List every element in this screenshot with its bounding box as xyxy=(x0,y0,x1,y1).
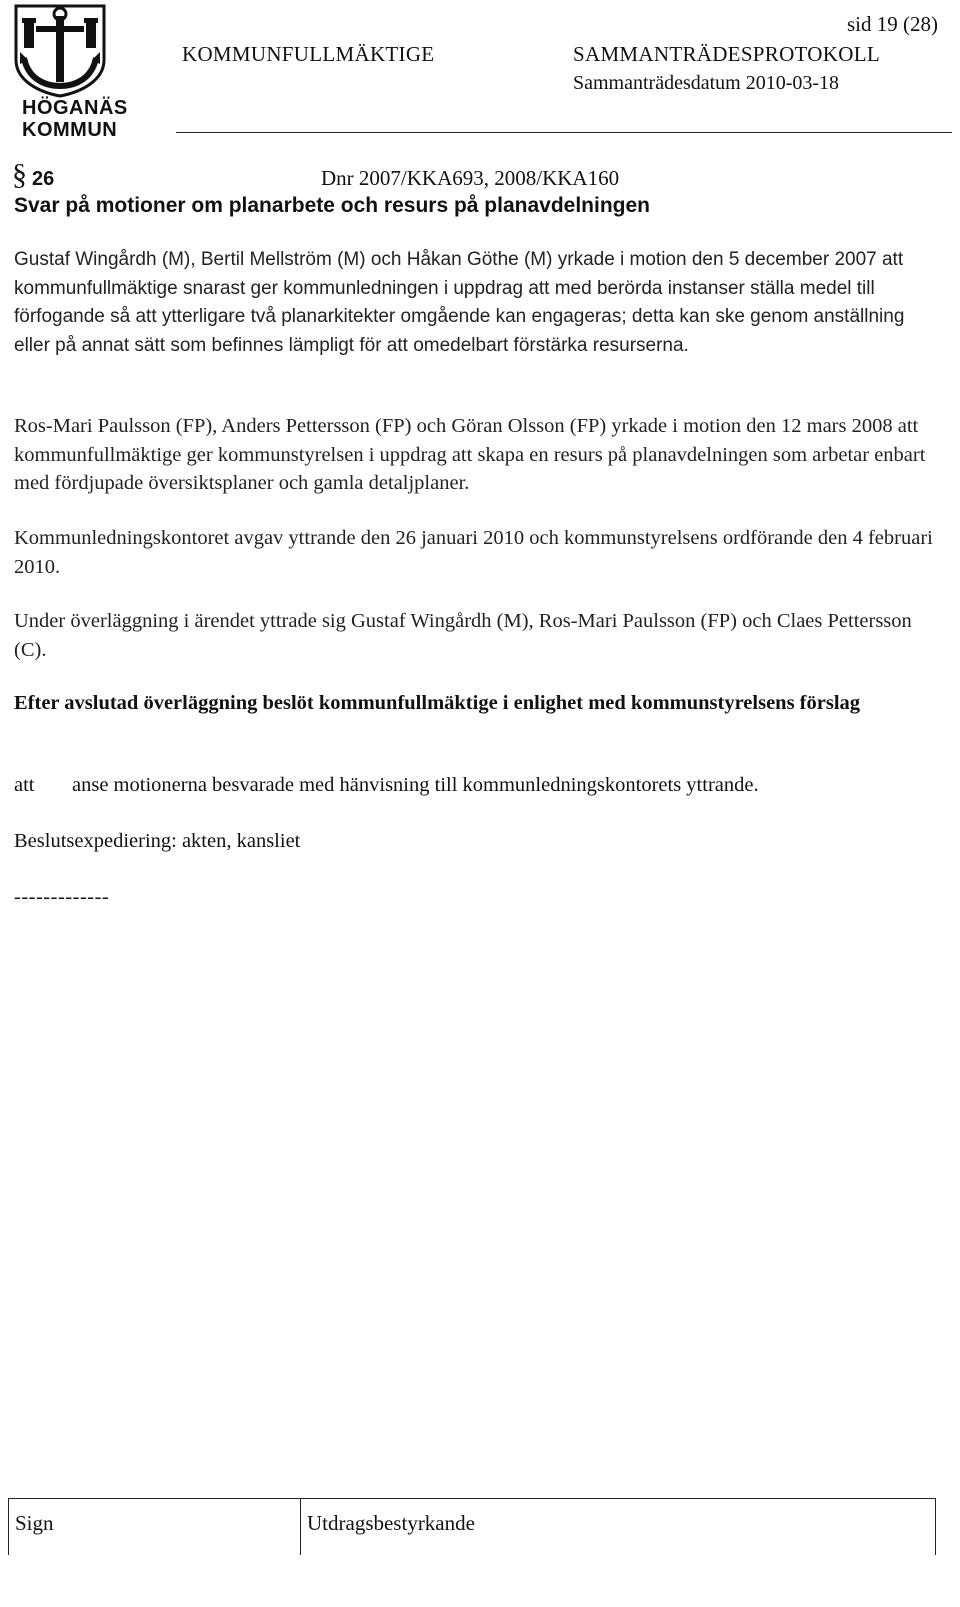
sign-cell xyxy=(9,1499,301,1555)
decision-expedition: Beslutsexpediering: akten, kansliet xyxy=(14,830,301,852)
paragraph-motion-2: Ros-Mari Paulsson (FP), Anders Pettersson (FP) och Göran Olsson (FP) yrkade i motion den 12 mars 2008 att kommunfullmäktige ger kommunstyrelsen i uppdrag att skapa en resurs på planavdelningen som arbetar enbart med fördjupade översiktsplaner och gamla detaljplaner. xyxy=(14,415,926,495)
protocol-title: SAMMANTRÄDESPROTOKOLL xyxy=(573,42,880,66)
section-separator: ------------- xyxy=(14,886,110,908)
paragraph-motion-1: Gustaf Wingårdh (M), Bertil Mellström (M) och Håkan Göthe (M) yrkade i motion den 5 december 2007 att kommunfullmäktige snarast ger kommunledningen i uppdrag att med berörda instanser ställa medel till förfogande så att ytterligare två planarkitekter omgående kan engageras; detta kan ske genom anställning eller på annat sätt som befinnes lämpligt för att omedelbart förstärka resurserna. xyxy=(14,249,905,356)
signature-footer xyxy=(8,1498,936,1555)
anchor-crest-icon xyxy=(10,2,120,98)
paragraph-statement: Kommunledningskontoret avgav yttrande den 26 januari 2010 och kommunstyrelsens ordförande den 4 februari 2010. xyxy=(14,527,933,578)
section-title: Svar på motioner om planarbete och resurs på planavdelningen xyxy=(14,194,650,217)
organisation-name: KOMMUNFULLMÄKTIGE xyxy=(182,42,435,66)
logo-wordmark-line2: KOMMUN xyxy=(22,119,118,141)
sign-label: Sign xyxy=(15,1511,54,1535)
meeting-date: Sammanträdesdatum 2010-03-18 xyxy=(573,72,840,94)
extract-label: Utdragsbestyrkande xyxy=(307,1511,475,1535)
paragraph-deliberation: Under överläggning i ärendet yttrade sig Gustaf Wingårdh (M), Ros-Mari Paulsson (FP) och Claes Pettersson (C). xyxy=(14,610,912,661)
section-number: 26 xyxy=(32,168,55,190)
decision-att: att xyxy=(14,774,35,796)
extract-cell xyxy=(301,1499,935,1555)
header-divider xyxy=(176,132,952,133)
municipality-logo xyxy=(10,2,128,141)
diary-number: Dnr 2007/KKA693, 2008/KKA160 xyxy=(321,166,620,190)
decision-heading: Efter avslutad överläggning beslöt kommunfullmäktige i enlighet med kommunstyrelsens förslag xyxy=(14,692,861,714)
page-number: sid 19 (28) xyxy=(847,12,938,36)
decision-text: anse motionerna besvarade med hänvisning till kommunledningskontorets yttrande. xyxy=(72,774,759,796)
logo-wordmark-line1: HÖGANÄS xyxy=(22,97,128,119)
section-sign: § xyxy=(12,158,27,191)
